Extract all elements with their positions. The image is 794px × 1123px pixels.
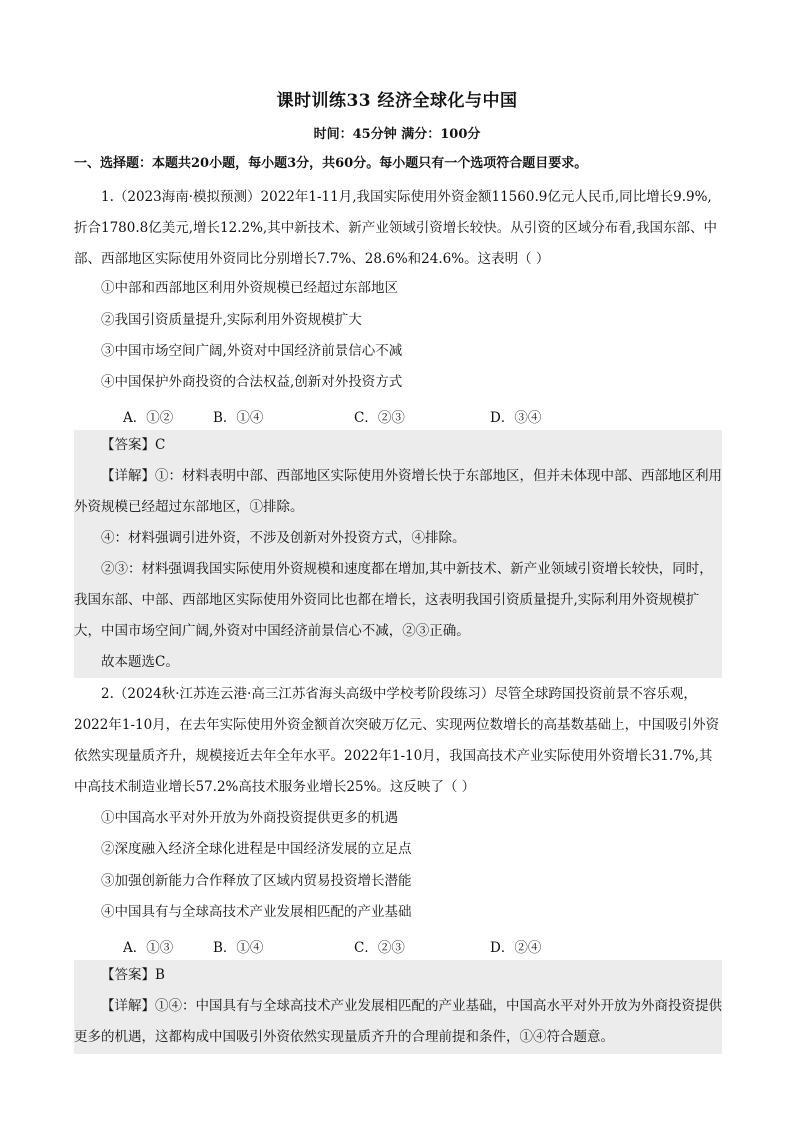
question-2-option-2: ②深度融入经济全球化进程是中国经济发展的立足点: [101, 841, 412, 857]
question-1-option-4: ④中国保护外商投资的合法权益,创新对外投资方式: [101, 374, 403, 390]
question-2-choice-b: B．①④: [213, 940, 264, 956]
question-1-answer: 【答案】C: [101, 437, 166, 453]
question-1-choice-d: D．③④: [490, 410, 542, 426]
question-1-option-2: ②我国引资质量提升,实际利用外资规模扩大: [101, 312, 362, 328]
document-title: 课时训练33 经济全球化与中国: [276, 91, 518, 111]
question-2-choice-a: A．①③: [123, 940, 174, 956]
section-heading: 一、选择题：本题共20小题，每小题3分，共60分。每小题只有一个选项符合题目要求。: [74, 156, 588, 171]
question-1-detail-3: ②③：材料强调我国实际使用外资规模和速度都在增加,其中新技术、新产业领域引资增长较快，同时，我国东部、中部、西部地区实际使用外资同比也都在增长，这表明我国引资质量提升,实际利用外资规模扩大，中国市场空间广阔,外资对中国经济前景信心不减，②③正确。: [74, 561, 713, 639]
question-1-detail-4: 故本题选C。: [101, 654, 179, 670]
question-2-choice-d: D．②④: [490, 940, 542, 956]
question-2-detail-1: 【详解】①④：中国具有与全球高技术产业发展相匹配的产业基础，中国高水平对外开放为外商投资提供更多的机遇，这都构成中国吸引外资依然实现量质齐升的合理前提和条件，①④符合题意。: [74, 998, 722, 1045]
question-1-choice-c: C．②③: [354, 410, 405, 426]
question-1-choice-a: A．①②: [123, 410, 174, 426]
question-1-detail-1: 【详解】①：材料表明中部、西部地区实际使用外资增长快于东部地区，但并未体现中部、西部地区利用外资规模已经超过东部地区，①排除。: [74, 468, 722, 515]
question-1-option-1: ①中部和西部地区利用外资规模已经超过东部地区: [101, 280, 398, 296]
time-and-score: 时间：45分钟 满分：100分: [313, 127, 481, 142]
question-1-choice-b: B．①④: [213, 410, 264, 426]
question-2-choice-c: C．②③: [354, 940, 405, 956]
question-2-stem: 2.（2024秋·江苏连云港·高三江苏省海头高级中学校考阶段练习）尽管全球跨国投资前景不容乐观，2022年1-10月，在去年实际使用外资金额首次突破万亿元、实现两位数增长的高基数基础上，中国吸引外资依然实现量质齐升，规模接近去年全年水平。2022年1-10月，我国高技术产业实际使用外资增长31.7%,其中高技术制造业增长57.2%高技术服务业增长25%。这反映了（ ）: [74, 686, 720, 795]
question-2-answer: 【答案】B: [101, 967, 165, 983]
question-1-detail-2: ④：材料强调引进外资，不涉及创新对外投资方式，④排除。: [101, 530, 466, 546]
question-1-stem: 1.（2023海南·模拟预测）2022年1-11月,我国实际使用外资金额11560.9亿元人民币,同比增长9.9%,折合1780.8亿美元,增长12.2%,其中新技术、新产业领域引资增长较快。从引资的区域分布看,我国东部、中部、西部地区实际使用外资同比分别增长7.7%、28.6%和24.6%。这表明（ ）: [74, 189, 717, 267]
question-2-option-1: ①中国高水平对外开放为外商投资提供更多的机遇: [101, 810, 398, 826]
question-2-option-3: ③加强创新能力合作释放了区域内贸易投资增长潜能: [101, 873, 412, 889]
question-1-option-3: ③中国市场空间广阔,外资对中国经济前景信心不减: [101, 343, 403, 359]
question-2-option-4: ④中国具有与全球高技术产业发展相匹配的产业基础: [101, 904, 412, 920]
